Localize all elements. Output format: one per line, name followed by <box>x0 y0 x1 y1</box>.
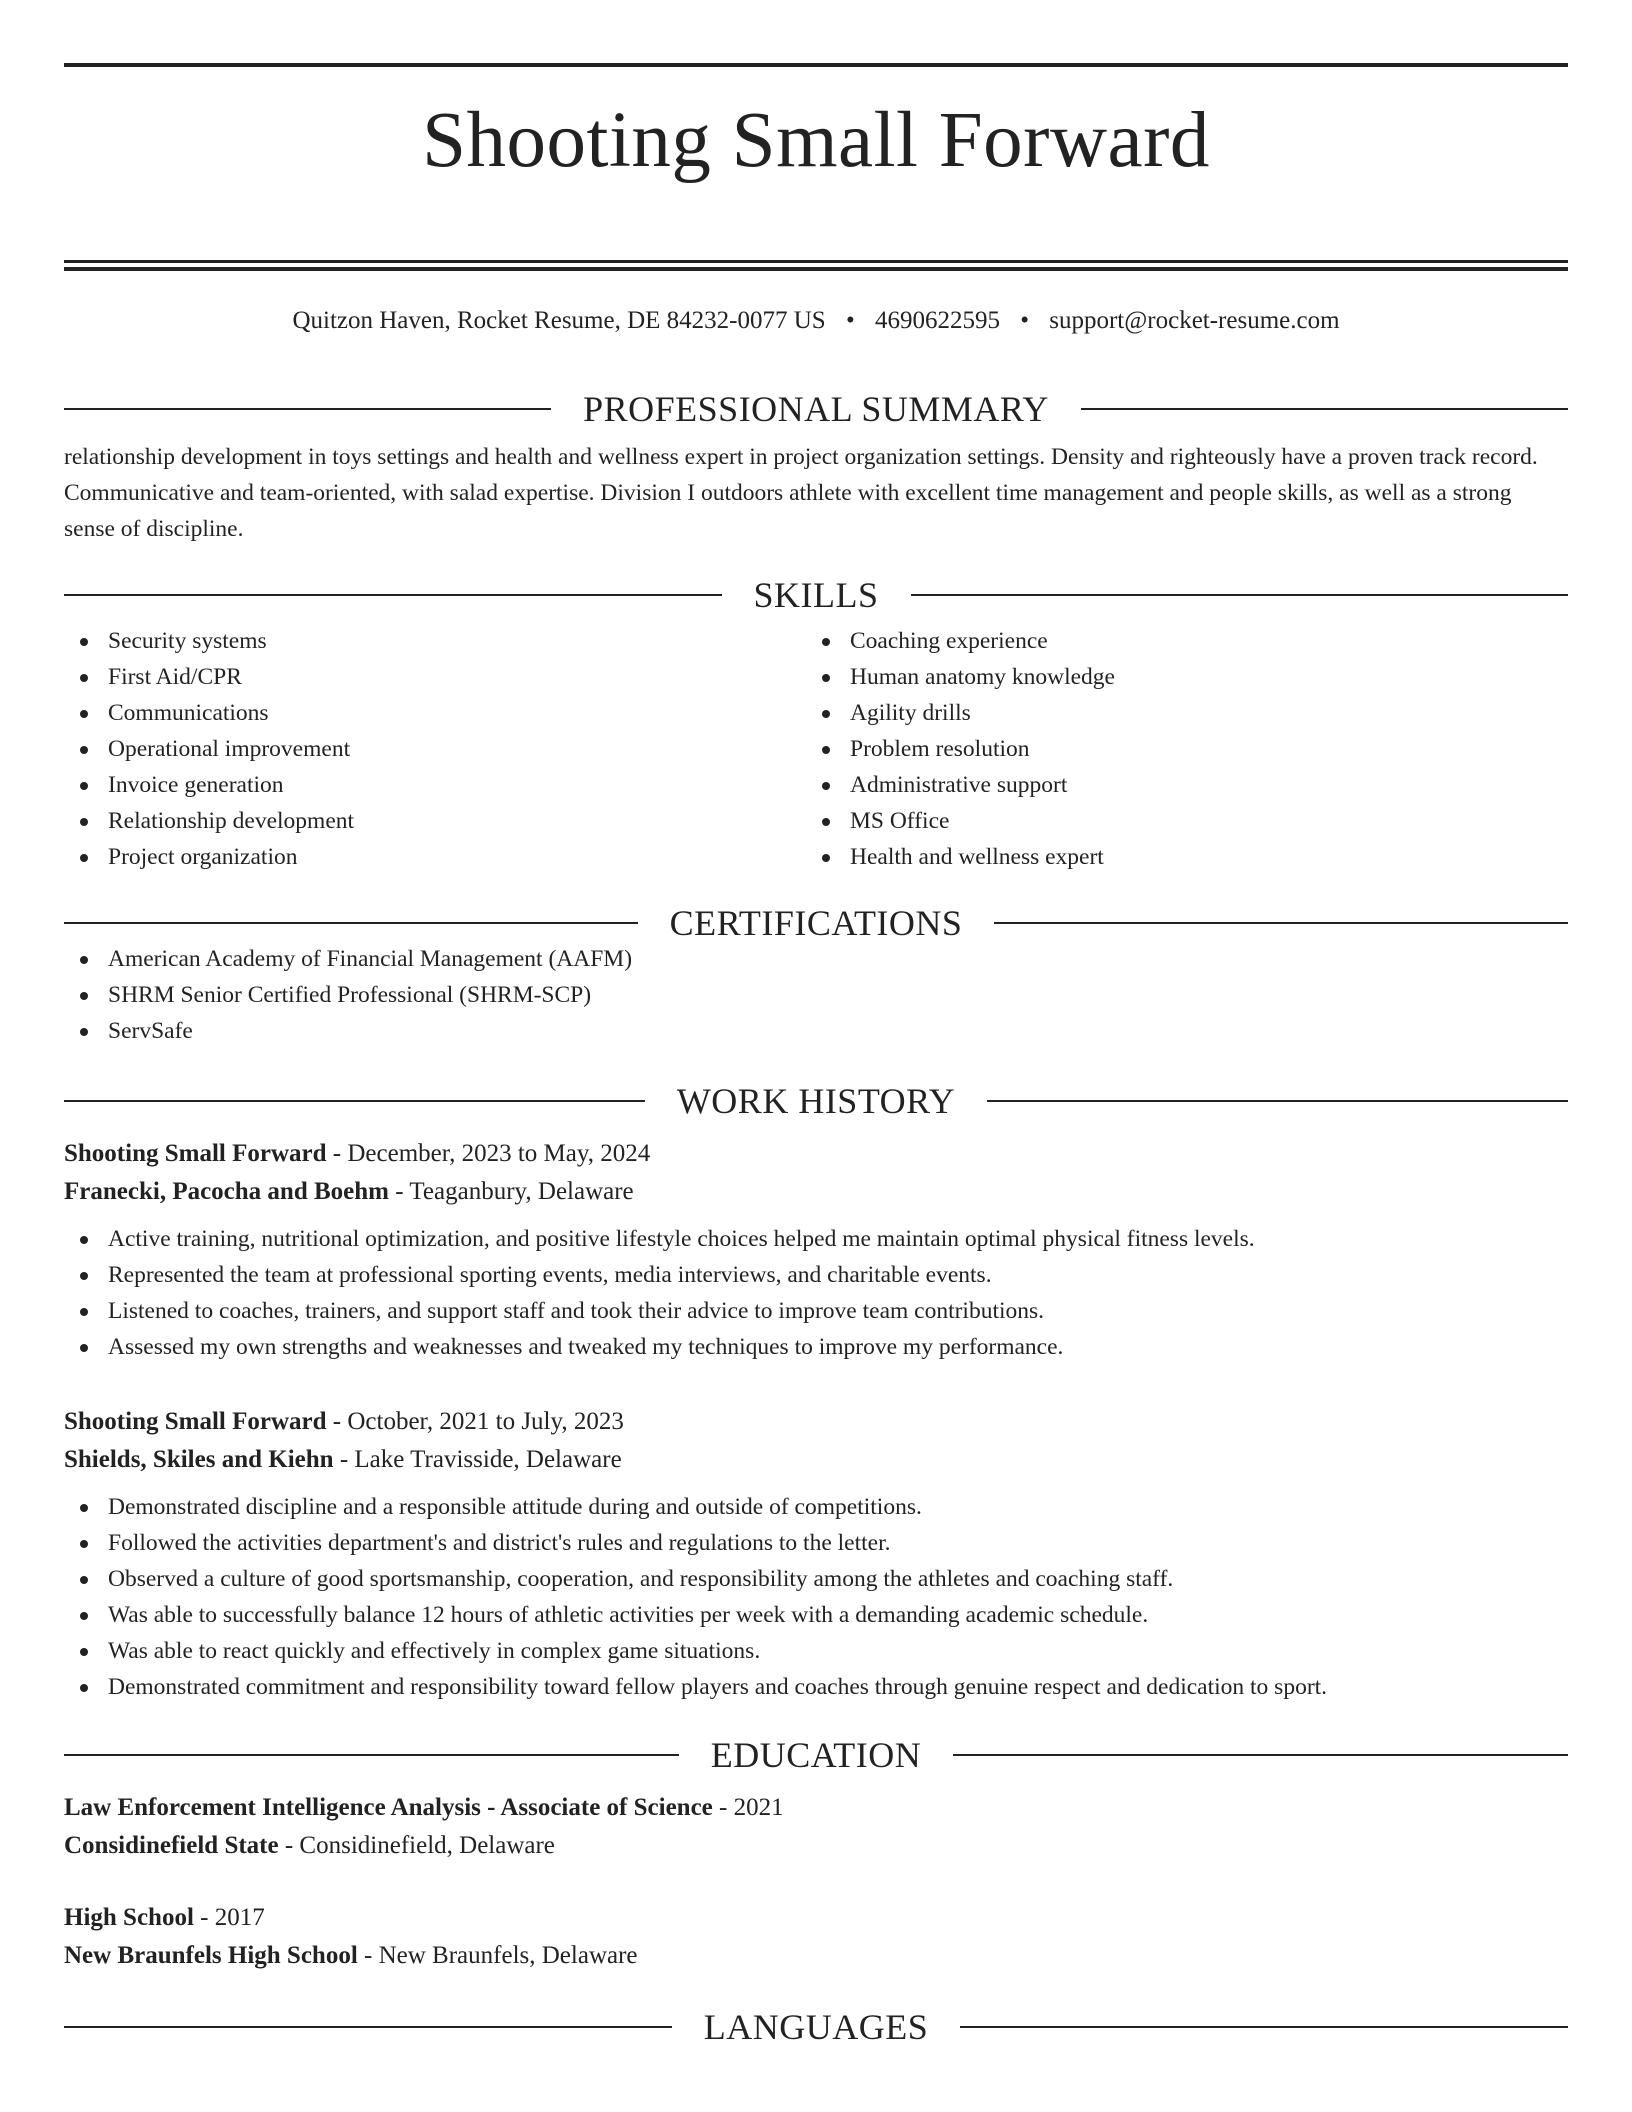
section-heading-certifications <box>64 902 1568 943</box>
skill-item: Human anatomy knowledge <box>806 659 1548 695</box>
section-heading-skills <box>64 574 1568 615</box>
job-dates: - December, 2023 to May, 2024 <box>326 1139 651 1167</box>
skills-column-left <box>64 623 806 875</box>
job-title-line <box>64 1403 1568 1441</box>
section-heading-languages <box>64 2006 1568 2047</box>
job-bullet: Demonstrated commitment and responsibility toward fellow players and coaches through genuine respect and dedication to sport. <box>64 1669 1568 1705</box>
contact-address: Quitzon Haven, Rocket Resume, DE 84232-0077 US <box>292 306 826 334</box>
job-company: Franecki, Pacocha and Boehm <box>64 1177 389 1205</box>
job-bullet: Was able to react quickly and effectively in complex game situations. <box>64 1633 1568 1669</box>
job-dates: - October, 2021 to July, 2023 <box>326 1407 624 1435</box>
certification-item: SHRM Senior Certified Professional (SHRM-SCP) <box>64 977 1568 1013</box>
education-degree-line <box>64 1789 1568 1827</box>
education-school-line <box>64 1827 1568 1865</box>
certification-item: ServSafe <box>64 1013 1568 1049</box>
education-degree: High School <box>64 1903 194 1931</box>
skill-item: Relationship development <box>64 803 806 839</box>
education-location: - Considinefield, Delaware <box>278 1831 555 1859</box>
skill-item: Invoice generation <box>64 767 806 803</box>
certification-item: American Academy of Financial Management (AAFM) <box>64 941 1568 977</box>
education-school-line <box>64 1937 1568 1975</box>
job-location: - Teaganbury, Delaware <box>389 1177 634 1205</box>
education-year: - 2017 <box>193 1903 265 1931</box>
heading-rule <box>953 1754 1568 1756</box>
heading-rule <box>994 922 1568 924</box>
contact-separator: • <box>845 306 855 334</box>
job-location: - Lake Travisside, Delaware <box>333 1445 622 1473</box>
job-bullet: Represented the team at professional sporting events, media interviews, and charitable events. <box>64 1257 1568 1293</box>
skill-item: Security systems <box>64 623 806 659</box>
section-heading-work-history <box>64 1080 1568 1121</box>
contact-email: support@rocket-resume.com <box>1049 306 1340 334</box>
job-entry <box>64 1135 1568 1365</box>
section-title: SKILLS <box>753 574 879 615</box>
job-title-line <box>64 1135 1568 1173</box>
job-company: Shields, Skiles and Kiehn <box>64 1445 334 1473</box>
job-title: Shooting Small Forward <box>64 1139 327 1167</box>
education-location: - New Braunfels, Delaware <box>357 1941 638 1969</box>
section-title: EDUCATION <box>710 1734 922 1775</box>
contact-phone: 4690622595 <box>874 306 1000 334</box>
education-year: - 2021 <box>712 1793 784 1821</box>
certifications-list <box>64 941 1568 1049</box>
contact-line <box>64 305 1568 351</box>
header-double-rule <box>64 260 1568 271</box>
job-company-line <box>64 1441 1568 1479</box>
job-bullet: Assessed my own strengths and weaknesses and tweaked my techniques to improve my performance. <box>64 1329 1568 1365</box>
job-bullet: Observed a culture of good sportsmanship, cooperation, and responsibility among the athletes and coaching staff. <box>64 1561 1568 1597</box>
top-rule <box>64 63 1568 67</box>
heading-rule <box>987 1100 1568 1102</box>
section-title: CERTIFICATIONS <box>669 902 963 943</box>
resume-page <box>64 0 1568 2045</box>
skill-item: Communications <box>64 695 806 731</box>
resume-name: Shooting Small Forward <box>422 97 1210 184</box>
section-heading-summary <box>64 388 1568 429</box>
section-title: PROFESSIONAL SUMMARY <box>583 388 1049 429</box>
section-title: WORK HISTORY <box>676 1080 956 1121</box>
skill-item: Project organization <box>64 839 806 875</box>
job-bullet: Active training, nutritional optimization, and positive lifestyle choices helped me maintain optimal physical fitness levels. <box>64 1221 1568 1257</box>
heading-rule <box>64 594 722 596</box>
job-title: Shooting Small Forward <box>64 1407 327 1435</box>
heading-rule <box>64 2026 672 2028</box>
skill-item: MS Office <box>806 803 1548 839</box>
education-degree-line <box>64 1899 1568 1937</box>
skill-item: Agility drills <box>806 695 1548 731</box>
job-bullet: Listened to coaches, trainers, and support staff and took their advice to improve team contributions. <box>64 1293 1568 1329</box>
heading-rule <box>64 1754 679 1756</box>
education-degree: Law Enforcement Intelligence Analysis - Associate of Science <box>64 1793 713 1821</box>
skill-item: Health and wellness expert <box>806 839 1548 875</box>
job-bullet: Was able to successfully balance 12 hours of athletic activities per week with a demanding academic schedule. <box>64 1597 1568 1633</box>
skills-grid <box>64 623 1568 875</box>
heading-rule <box>64 1100 645 1102</box>
heading-rule <box>1081 408 1568 410</box>
section-heading-education <box>64 1734 1568 1775</box>
education-entry <box>64 1789 1568 1865</box>
job-bullet: Demonstrated discipline and a responsible attitude during and outside of competitions. <box>64 1489 1568 1525</box>
job-bullets <box>64 1221 1568 1365</box>
job-bullet: Followed the activities department's and district's rules and regulations to the letter. <box>64 1525 1568 1561</box>
education-school: New Braunfels High School <box>64 1941 358 1969</box>
skill-item: First Aid/CPR <box>64 659 806 695</box>
skill-item: Administrative support <box>806 767 1548 803</box>
skill-item: Operational improvement <box>64 731 806 767</box>
skill-item: Problem resolution <box>806 731 1548 767</box>
skills-column-right <box>806 623 1548 875</box>
job-bullets <box>64 1489 1568 1705</box>
heading-rule <box>911 594 1569 596</box>
heading-rule <box>960 2026 1568 2028</box>
summary-text: relationship development in toys settings and health and wellness expert in project organization settings. Density and righteously have a proven track record. Communicative and team-oriented, with salad expertise. Division I outdoors athlete with excellent time management and people skills, as well as a strong sense of discipline. <box>64 443 1538 542</box>
education-entry <box>64 1899 1568 1975</box>
education-school: Considinefield State <box>64 1831 279 1859</box>
job-company-line <box>64 1173 1568 1211</box>
section-title: LANGUAGES <box>703 2006 929 2047</box>
heading-rule <box>64 922 638 924</box>
contact-separator: • <box>1020 306 1029 334</box>
job-entry <box>64 1403 1568 1705</box>
heading-rule <box>64 408 551 410</box>
skill-item: Coaching experience <box>806 623 1548 659</box>
